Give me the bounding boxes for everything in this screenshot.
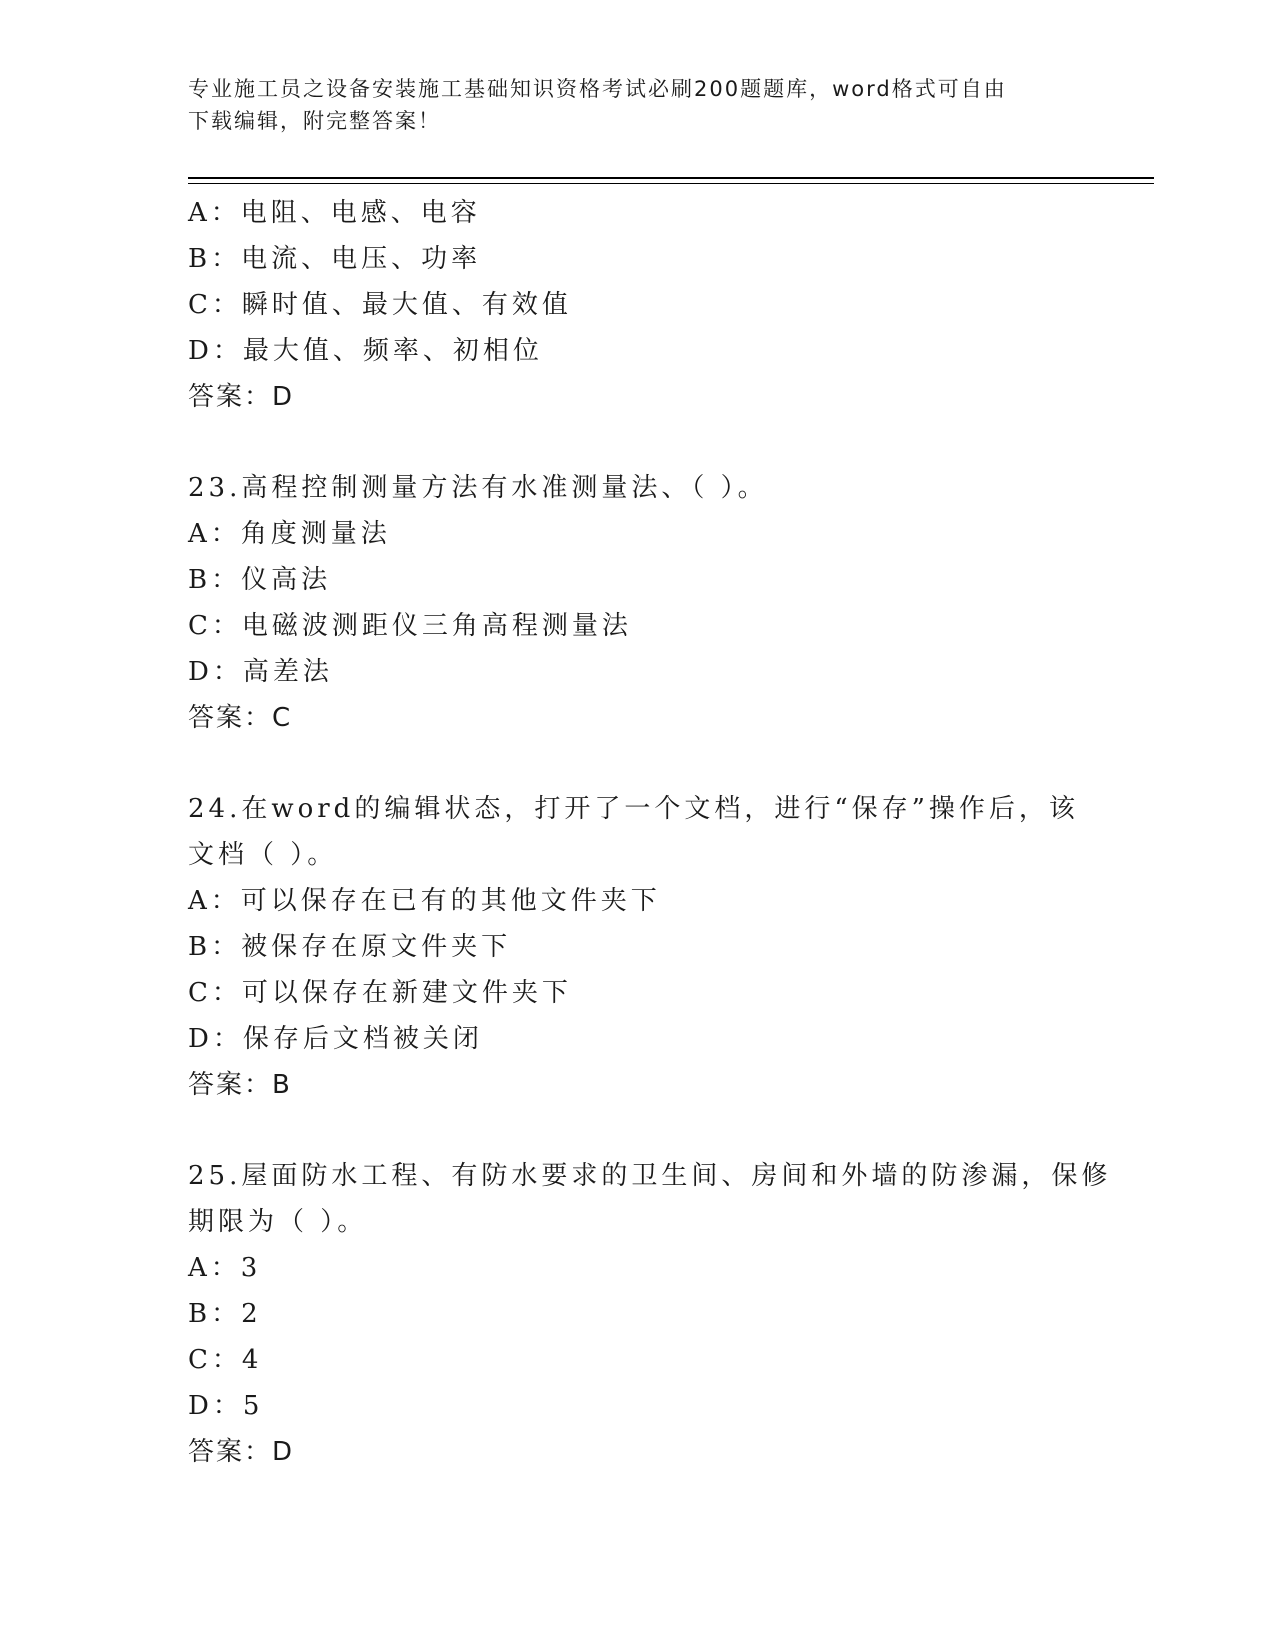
header-rule-thick [188,177,1154,179]
option-b: B：2 [188,1299,262,1329]
option-b: B：仪高法 [188,565,332,595]
question-stem: 24.在word的编辑状态，打开了一个文档，进行“保存”操作后，该 [188,794,1079,824]
question-gap [188,1108,1088,1153]
option-d: D：高差法 [188,657,333,687]
question-stem-continued: 期限为（ ）。 [188,1207,368,1237]
option-c: C：可以保存在新建文件夹下 [188,978,572,1008]
option-c: C：瞬时值、最大值、有效值 [188,290,572,320]
question-stem: 25.屋面防水工程、有防水要求的卫生间、房间和外墙的防渗漏，保修 [188,1161,1112,1191]
option-d: D：最大值、频率、初相位 [188,336,543,366]
answer-line: 答案：D [188,1437,295,1467]
answer-line: 答案：B [188,1070,292,1100]
option-c: C：电磁波测距仪三角高程测量法 [188,611,632,641]
answer-line: 答案：C [188,703,293,733]
header-line-2: 下载编辑，附完整答案！ [188,109,441,133]
option-a: A：可以保存在已有的其他文件夹下 [188,886,661,916]
option-a: A：电阻、电感、电容 [188,198,481,228]
option-a: A：角度测量法 [188,519,391,549]
document-header [188,73,1088,137]
header-line-1: 专业施工员之设备安装施工基础知识资格考试必刷200题题库，word格式可自由 [188,77,1007,101]
question-block-prev [188,190,1088,420]
answer-line: 答案：D [188,382,295,412]
question-stem: 23.高程控制测量方法有水准测量法、（ ）。 [188,473,768,503]
question-list [188,190,1112,1475]
option-d: D：5 [188,1391,264,1421]
question-gap [188,420,1088,465]
header-rule-thin [188,183,1154,184]
option-d: D：保存后文档被关闭 [188,1024,483,1054]
option-c: C：4 [188,1345,263,1375]
question-gap [188,741,1088,786]
option-b: B：被保存在原文件夹下 [188,932,512,962]
question-stem-continued: 文档（ ）。 [188,840,338,870]
option-a: A：3 [188,1253,262,1283]
question-block-24 [188,786,1088,1108]
question-block-23 [188,465,1088,741]
question-block-25 [188,1153,1112,1475]
option-b: B：电流、电压、功率 [188,244,482,274]
